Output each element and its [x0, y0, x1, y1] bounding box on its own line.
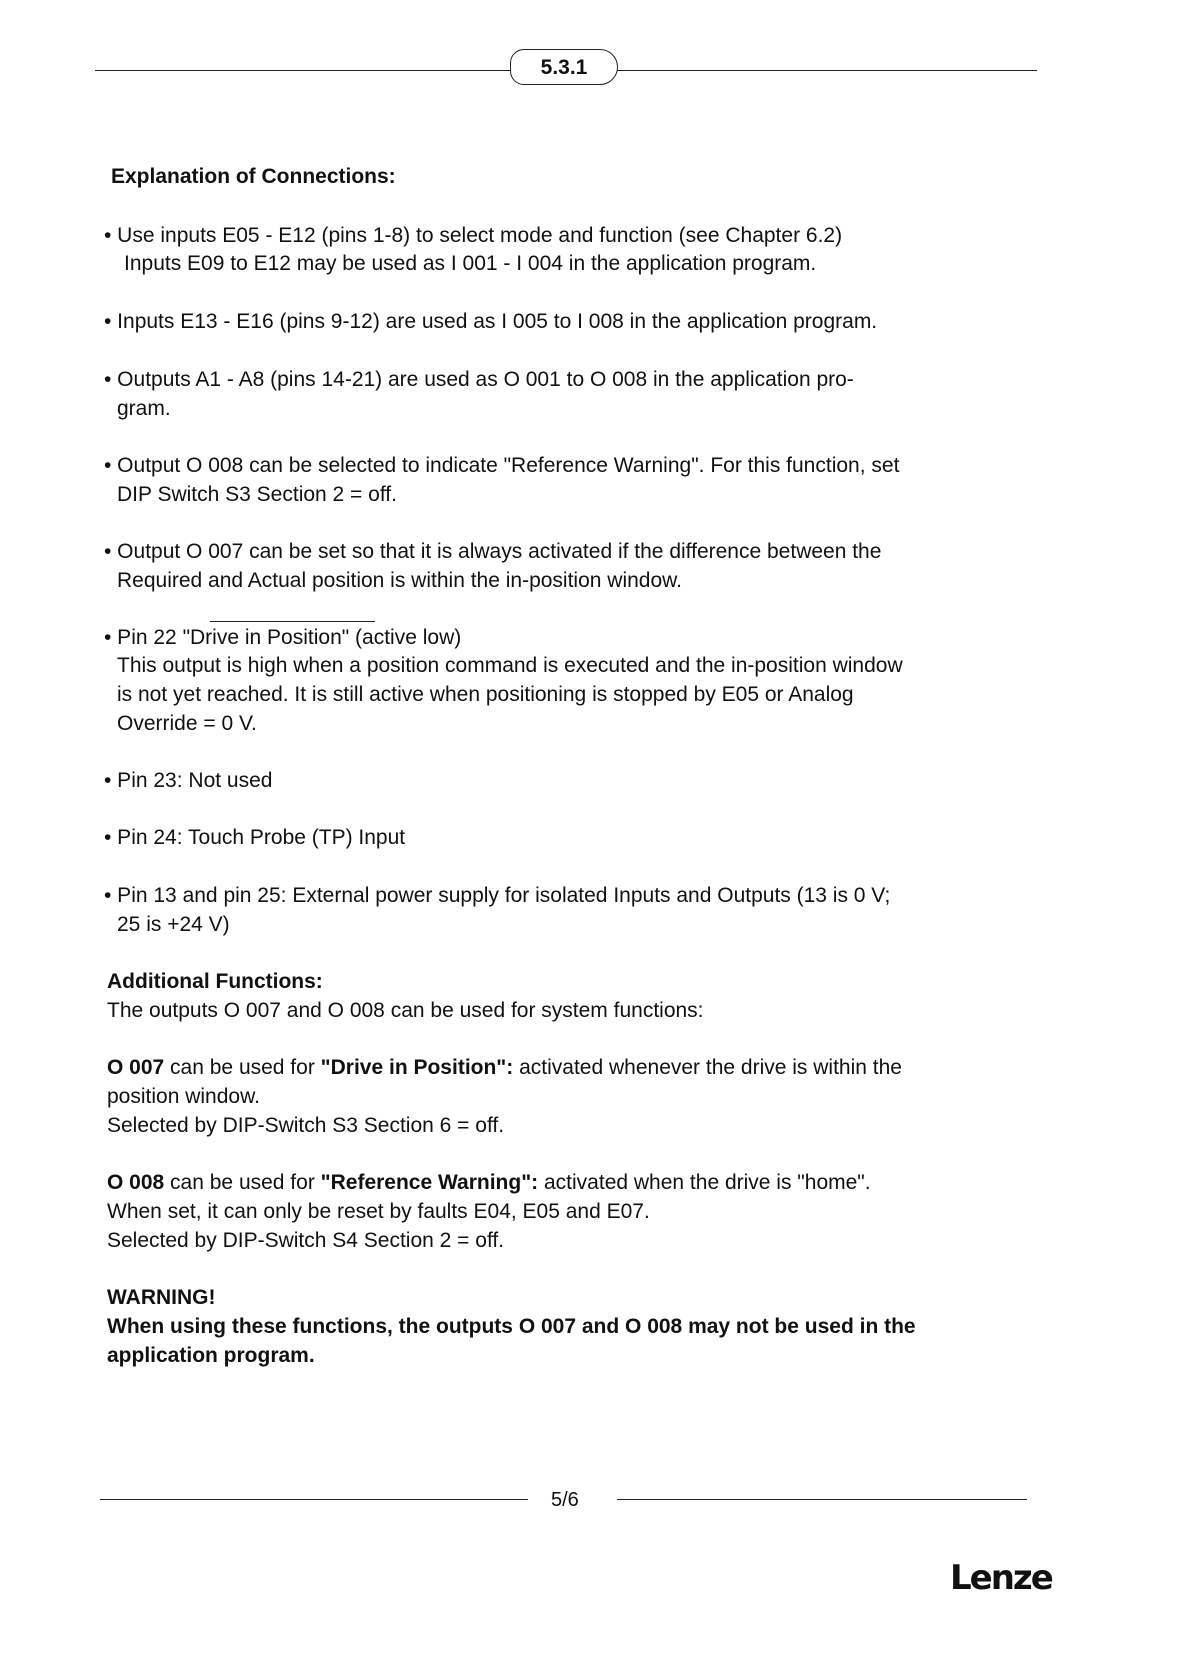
section-title: Explanation of Connections: — [111, 165, 396, 188]
warning-line-2: application program. — [107, 1344, 315, 1367]
bullet-6-line-4: Override = 0 V. — [117, 712, 257, 735]
bullet-6-line-3: is not yet reached. It is still active when positioning is stopped by E05 or Analog — [117, 683, 854, 706]
header-rule-left — [95, 70, 511, 71]
o008-code: O 008 — [107, 1171, 165, 1194]
o008-name: "Reference Warning": — [320, 1171, 539, 1194]
bullet-2-line-1: • Inputs E13 - E16 (pins 9-12) are used as I 005 to I 008 in the application program. — [104, 310, 878, 333]
bullet-4-line-1: • Output O 008 can be selected to indicate "Reference Warning". For this function, set — [104, 454, 900, 477]
bullet-4-line-2: DIP Switch S3 Section 2 = off. — [117, 483, 397, 506]
additional-functions-intro: The outputs O 007 and O 008 can be used for system functions: — [107, 999, 704, 1022]
section-number-tab: 5.3.1 — [510, 49, 618, 85]
o007-mid: can be used for — [164, 1056, 321, 1079]
bullet-9-line-1: • Pin 13 and pin 25: External power supply for isolated Inputs and Outputs (13 is 0 V; — [104, 884, 891, 907]
additional-functions-heading: Additional Functions: — [107, 970, 323, 993]
active-low-overline — [210, 621, 375, 622]
bullet-5-line-1: • Output O 007 can be set so that it is always activated if the difference between the — [104, 540, 882, 563]
bullet-6-line-1: • Pin 22 "Drive in Position" (active low) — [104, 626, 462, 649]
bullet-9-line-2: 25 is +24 V) — [117, 913, 230, 936]
o008-line-2: When set, it can only be reset by faults E04, E05 and E07. — [107, 1200, 650, 1223]
bullet-3-line-1: • Outputs A1 - A8 (pins 14-21) are used as O 001 to O 008 in the application pro- — [104, 368, 854, 391]
footer-rule-left — [100, 1499, 528, 1500]
bullet-1-line-2: Inputs E09 to E12 may be used as I 001 - I 004 in the application program. — [124, 252, 817, 275]
o007-code: O 007 — [107, 1056, 165, 1079]
o008-rest: activated when the drive is "home". — [538, 1171, 871, 1194]
page-number: 5/6 — [551, 1489, 579, 1511]
o007-line-3: Selected by DIP-Switch S3 Section 6 = off. — [107, 1114, 505, 1137]
bullet-1-line-1: • Use inputs E05 - E12 (pins 1-8) to select mode and function (see Chapter 6.2) — [104, 224, 843, 247]
o008-line-3: Selected by DIP-Switch S4 Section 2 = off. — [107, 1229, 505, 1252]
warning-heading: WARNING! — [107, 1286, 216, 1309]
o008-mid: can be used for — [164, 1171, 321, 1194]
o008-line-1 — [107, 1169, 871, 1197]
bullet-7-line-1: • Pin 23: Not used — [104, 769, 273, 792]
warning-line-1: When using these functions, the outputs O 007 and O 008 may not be used in the — [107, 1315, 916, 1338]
bullet-6-line-2: This output is high when a position command is executed and the in-position window — [117, 654, 903, 677]
o007-line-1 — [107, 1054, 902, 1082]
footer-rule-right — [617, 1499, 1027, 1500]
header-rule-right — [617, 70, 1037, 71]
bullet-8-line-1: • Pin 24: Touch Probe (TP) Input — [104, 826, 406, 849]
lenze-logo: Lenze — [950, 1558, 1052, 1598]
o007-name: "Drive in Position": — [320, 1056, 514, 1079]
o007-rest: activated whenever the drive is within the — [513, 1056, 902, 1079]
bullet-5-line-2: Required and Actual position is within the in-position window. — [117, 569, 683, 592]
bullet-3-line-2: gram. — [117, 397, 171, 420]
o007-line-2: position window. — [107, 1085, 260, 1108]
